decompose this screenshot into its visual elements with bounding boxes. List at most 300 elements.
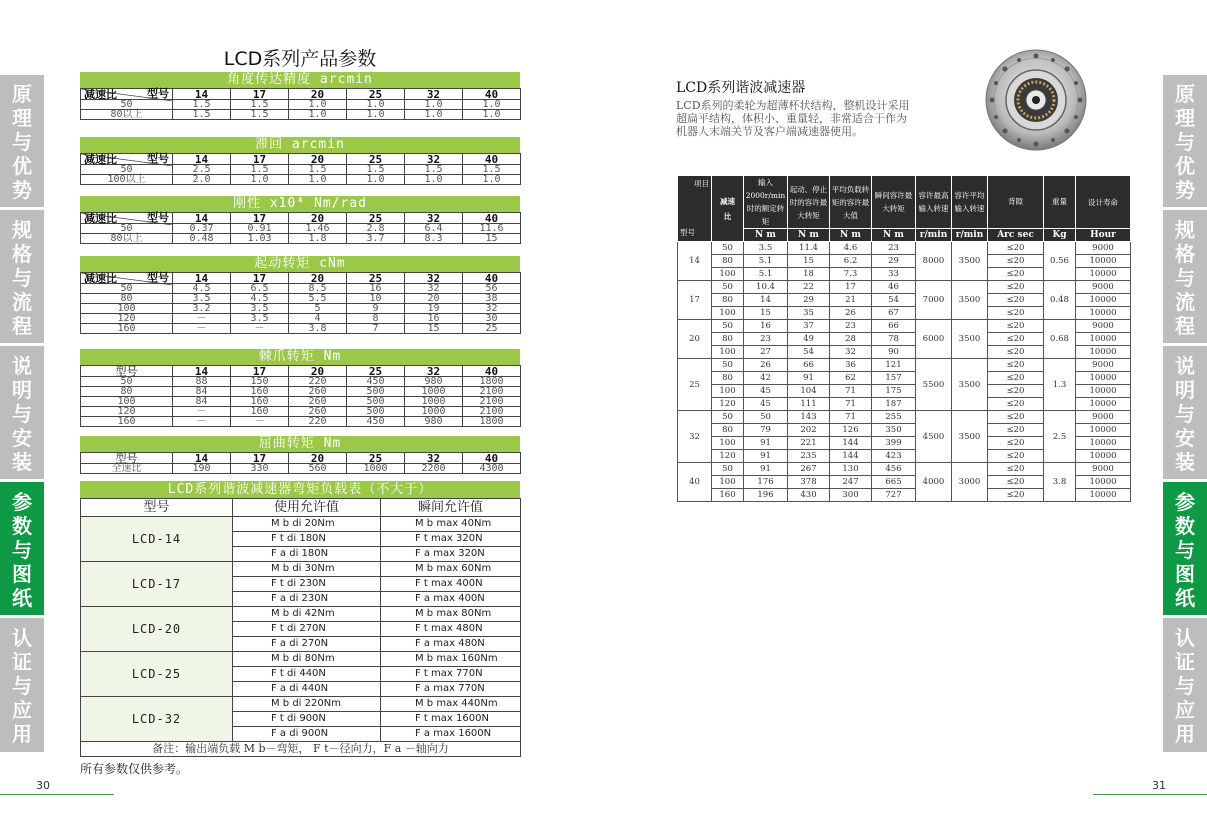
moment-note: 备注：输出端负载 M b－弯矩， F t－径向力，F a －轴向力 xyxy=(81,742,521,757)
spec-cell: 27 xyxy=(744,346,788,359)
spec-cell: 45 xyxy=(744,385,788,398)
param-cell: 1.5 xyxy=(231,110,289,120)
param-cell: 8.3 xyxy=(405,234,463,244)
param-cell: 16 xyxy=(405,314,463,324)
model-header: 25 xyxy=(347,273,405,284)
use-value: F t di 440N xyxy=(233,667,381,682)
use-value: F a di 440N xyxy=(233,682,381,697)
desc-line: 超扁平结构，体积小、重量轻，非常适合于作为 xyxy=(676,112,907,125)
param-cell: － xyxy=(173,324,231,334)
side-tab-install-right[interactable]: 说明与安装 xyxy=(1163,346,1207,479)
spec-cell: 54 xyxy=(788,346,830,359)
spec-cell: 46 xyxy=(872,281,916,294)
param-cell: 1.5 xyxy=(289,165,347,175)
param-cell: 1.5 xyxy=(231,165,289,175)
model-header: 20 xyxy=(289,453,347,464)
model-header: 17 xyxy=(231,366,289,377)
param-cell: 2.0 xyxy=(173,175,231,185)
spec-backlash: ≤20 xyxy=(988,411,1044,424)
spec-cell: 91 xyxy=(744,463,788,476)
model-header: 20 xyxy=(289,154,347,165)
spec-cell: 80 xyxy=(712,372,744,385)
avg-load-torque-header: 平均负载转矩的容许最大值 xyxy=(830,176,872,229)
spec-cell: 29 xyxy=(788,294,830,307)
model-header: 17 xyxy=(231,453,289,464)
spec-backlash: ≤20 xyxy=(988,294,1044,307)
param-cell: 2.8 xyxy=(347,224,405,234)
spec-backlash: ≤20 xyxy=(988,281,1044,294)
ratio-label: 减速比 xyxy=(84,272,117,285)
spec-cell: 18 xyxy=(788,268,830,281)
param-cell: 1.0 xyxy=(405,110,463,120)
spec-life: 10000 xyxy=(1076,385,1131,398)
spec-backlash: ≤20 xyxy=(988,242,1044,255)
spec-row xyxy=(678,320,1131,333)
param-cell: 84 xyxy=(173,397,231,407)
unit-cell: N m xyxy=(788,229,830,242)
param-cell: 500 xyxy=(347,397,405,407)
spec-cell: 157 xyxy=(872,372,916,385)
use-value: F t di 270N xyxy=(233,622,381,637)
param-row xyxy=(81,175,521,185)
spec-cell: 21 xyxy=(830,294,872,307)
param-cell: 120 xyxy=(81,407,173,417)
avg-speed-header: 容许平均输入转速 xyxy=(952,176,988,229)
param-cell: 220 xyxy=(289,417,347,427)
instant-value: F t max 320N xyxy=(381,532,521,547)
spec-cell: 120 xyxy=(712,398,744,411)
param-cell: 2100 xyxy=(463,407,521,417)
param-cell: 15 xyxy=(405,324,463,334)
spec-cell: 665 xyxy=(872,476,916,489)
use-value: F a di 180N xyxy=(233,547,381,562)
param-table xyxy=(80,212,521,244)
moment-note-row xyxy=(81,742,521,757)
product-title: LCD系列谐波减速器 xyxy=(676,80,806,96)
param-row xyxy=(81,304,521,314)
spec-cell: 22 xyxy=(788,281,830,294)
param-row xyxy=(81,407,521,417)
param-cell: 160 xyxy=(231,387,289,397)
param-table-title: 滞回 arcmin xyxy=(80,137,520,153)
ratio-header: 减速比 xyxy=(712,176,744,242)
harmonic-reducer-image xyxy=(984,48,1088,152)
diagonal-header xyxy=(81,213,173,224)
spec-backlash: ≤20 xyxy=(988,255,1044,268)
spec-cell: 187 xyxy=(872,398,916,411)
use-value: F a di 230N xyxy=(233,592,381,607)
param-cell: 3.8 xyxy=(289,324,347,334)
spec-life: 10000 xyxy=(1076,333,1131,346)
model-header: 40 xyxy=(463,273,521,284)
spec-row xyxy=(678,242,1131,255)
unit-cell: N m xyxy=(744,229,788,242)
spec-cell: 23 xyxy=(830,320,872,333)
spec-life: 10000 xyxy=(1076,268,1131,281)
param-table xyxy=(80,153,521,185)
param-cell: 4 xyxy=(289,314,347,324)
spec-cell: 66 xyxy=(788,359,830,372)
spec-cell: 15 xyxy=(788,255,830,268)
param-cell: 50 xyxy=(81,165,173,175)
item-model-header xyxy=(678,176,712,242)
param-cell: 330 xyxy=(231,464,289,474)
param-table-title: 屈曲转矩 Nm xyxy=(80,436,520,452)
instant-value: F t max 770N xyxy=(381,667,521,682)
param-cell: 1.5 xyxy=(347,165,405,175)
param-cell: 1.8 xyxy=(289,234,347,244)
model-label: 型号 xyxy=(147,211,169,224)
param-cell: 10 xyxy=(347,294,405,304)
spec-table xyxy=(677,175,1131,502)
param-cell: － xyxy=(231,417,289,427)
spec-cell: 66 xyxy=(872,320,916,333)
param-row xyxy=(81,387,521,397)
param-cell: 500 xyxy=(347,407,405,417)
spec-cell: 78 xyxy=(872,333,916,346)
param-cell: 1.0 xyxy=(405,100,463,110)
side-tab-cert[interactable]: 认证与应用 xyxy=(0,618,44,752)
model-header: 40 xyxy=(463,154,521,165)
param-row xyxy=(81,417,521,427)
spec-life: 10000 xyxy=(1076,424,1131,437)
spec-cell: 350 xyxy=(872,424,916,437)
spec-cell: 26 xyxy=(830,307,872,320)
spec-backlash: ≤20 xyxy=(988,268,1044,281)
spec-life: 10000 xyxy=(1076,307,1131,320)
param-cell: 4.5 xyxy=(231,294,289,304)
spec-cell: 100 xyxy=(712,307,744,320)
spec-cell: 80 xyxy=(712,255,744,268)
spec-cell: 62 xyxy=(830,372,872,385)
spec-cell: 175 xyxy=(872,385,916,398)
param-cell: 1.0 xyxy=(231,175,289,185)
spec-cell: 100 xyxy=(712,346,744,359)
spec-cell: 15 xyxy=(744,307,788,320)
instant-value: M b max 40Nm xyxy=(381,517,521,532)
model-header: 25 xyxy=(347,89,405,100)
param-row xyxy=(81,294,521,304)
param-cell: 1.46 xyxy=(289,224,347,234)
spec-life: 10000 xyxy=(1076,476,1131,489)
model-header: 20 xyxy=(289,89,347,100)
param-cell: 1800 xyxy=(463,417,521,427)
model-label: 型号 xyxy=(147,87,169,100)
spec-cell: 80 xyxy=(712,424,744,437)
spec-backlash: ≤20 xyxy=(988,450,1044,463)
spec-cell: 50 xyxy=(744,411,788,424)
spec-life: 10000 xyxy=(1076,489,1131,502)
spec-cell: 36 xyxy=(830,359,872,372)
spec-header-row xyxy=(678,176,1131,229)
param-cell: 80以上 xyxy=(81,234,173,244)
instant-value: F a max 770N xyxy=(381,682,521,697)
param-row xyxy=(81,100,521,110)
life-header: 设计寿命 xyxy=(1076,176,1131,229)
use-value: M b di 220Nm xyxy=(233,697,381,712)
spec-cell: 49 xyxy=(788,333,830,346)
model-label: 型号 xyxy=(81,366,173,377)
param-cell: 2.5 xyxy=(173,165,231,175)
spec-cell: 430 xyxy=(788,489,830,502)
moment-model: LCD-20 xyxy=(81,607,233,652)
spec-model: 32 xyxy=(678,411,712,463)
model-label: 型号 xyxy=(680,228,695,237)
rated-torque-header: 输入2000r/min时的额定转矩 xyxy=(744,176,788,229)
spec-life: 10000 xyxy=(1076,398,1131,411)
spec-cell: 50 xyxy=(712,242,744,255)
moment-row xyxy=(81,607,521,622)
side-tab-spec[interactable]: 规格与流程 xyxy=(0,210,44,343)
instant-value: F t max 1600N xyxy=(381,712,521,727)
instant-value: M b max 440Nm xyxy=(381,697,521,712)
param-cell: 160 xyxy=(81,324,173,334)
model-header: 20 xyxy=(289,273,347,284)
instant-value: F a max 320N xyxy=(381,547,521,562)
spec-cell: 300 xyxy=(830,489,872,502)
spec-cell: 71 xyxy=(830,411,872,424)
moment-model: LCD-25 xyxy=(81,652,233,697)
unit-cell: r/min xyxy=(916,229,952,242)
footer-line-right xyxy=(1093,794,1207,795)
ratio-label: 减速比 xyxy=(84,212,117,225)
model-header: 17 xyxy=(231,213,289,224)
spec-life: 9000 xyxy=(1076,359,1131,372)
diagonal-header xyxy=(81,89,173,100)
model-header: 40 xyxy=(463,453,521,464)
ratio-label: 减速比 xyxy=(84,153,117,166)
model-header: 14 xyxy=(173,366,231,377)
col-instant: 瞬间允许值 xyxy=(381,499,521,517)
spec-cell: 100 xyxy=(712,476,744,489)
param-cell: 500 xyxy=(347,387,405,397)
param-cell: 50 xyxy=(81,284,173,294)
param-cell: 3.5 xyxy=(173,294,231,304)
side-tab-params-right[interactable]: 参数与图纸 xyxy=(1163,482,1207,615)
weight-header: 重量 xyxy=(1044,176,1076,229)
spec-cell: 160 xyxy=(712,489,744,502)
spec-cell: 16 xyxy=(744,320,788,333)
side-tab-principle[interactable]: 原理与优势 xyxy=(0,75,44,207)
spec-max-speed: 8000 xyxy=(916,242,952,281)
param-cell: － xyxy=(173,314,231,324)
spec-max-speed: 5500 xyxy=(916,359,952,411)
param-row xyxy=(81,377,521,387)
spec-cell: 11.4 xyxy=(788,242,830,255)
model-header: 40 xyxy=(463,89,521,100)
param-cell: 1.03 xyxy=(231,234,289,244)
param-cell: 1.0 xyxy=(463,175,521,185)
param-cell: 1800 xyxy=(463,377,521,387)
side-tab-cert-right[interactable]: 认证与应用 xyxy=(1163,618,1207,752)
model-label: 型号 xyxy=(147,152,169,165)
spec-cell: 79 xyxy=(744,424,788,437)
spec-row xyxy=(678,281,1131,294)
param-cell: 5 xyxy=(289,304,347,314)
param-cell: 8.5 xyxy=(289,284,347,294)
param-cell: 3.7 xyxy=(347,234,405,244)
moment-row xyxy=(81,517,521,532)
side-tab-principle-right[interactable]: 原理与优势 xyxy=(1163,75,1207,207)
page-title: LCD系列产品参数 xyxy=(223,48,377,70)
spec-cell: 202 xyxy=(788,424,830,437)
param-cell: 8 xyxy=(347,314,405,324)
spec-weight: 1.3 xyxy=(1044,359,1076,411)
use-value: M b di 20Nm xyxy=(233,517,381,532)
spec-cell: 5.1 xyxy=(744,255,788,268)
param-cell: 32 xyxy=(463,304,521,314)
param-table xyxy=(80,88,521,120)
model-header: 14 xyxy=(173,89,231,100)
spec-cell: 144 xyxy=(830,437,872,450)
param-cell: 19 xyxy=(405,304,463,314)
model-header: 25 xyxy=(347,366,405,377)
spec-life: 9000 xyxy=(1076,463,1131,476)
model-header: 32 xyxy=(405,154,463,165)
page-number-right: 31 xyxy=(1152,779,1166,792)
model-label: 型号 xyxy=(147,271,169,284)
param-table xyxy=(80,452,521,474)
param-cell: 32 xyxy=(405,284,463,294)
model-header: 32 xyxy=(405,89,463,100)
param-cell: 30 xyxy=(463,314,521,324)
param-cell: 560 xyxy=(289,464,347,474)
spec-life: 9000 xyxy=(1076,242,1131,255)
param-row xyxy=(81,224,521,234)
spec-cell: 91 xyxy=(744,450,788,463)
param-cell: 80以上 xyxy=(81,110,173,120)
param-table-title: 棘爪转矩 Nm xyxy=(80,349,520,365)
param-cell: 220 xyxy=(289,377,347,387)
param-cell: 100以上 xyxy=(81,175,173,185)
param-cell: 1.0 xyxy=(347,110,405,120)
param-cell: 15 xyxy=(463,234,521,244)
use-value: M b di 42Nm xyxy=(233,607,381,622)
ratio-label: 减速比 xyxy=(84,88,117,101)
param-header-row xyxy=(81,89,521,100)
spec-cell: 144 xyxy=(830,450,872,463)
spec-life: 10000 xyxy=(1076,255,1131,268)
param-cell: 0.91 xyxy=(231,224,289,234)
spec-max-speed: 6000 xyxy=(916,320,952,359)
spec-backlash: ≤20 xyxy=(988,333,1044,346)
spec-backlash: ≤20 xyxy=(988,385,1044,398)
param-header-row xyxy=(81,453,521,464)
param-cell: 160 xyxy=(231,397,289,407)
spec-cell: 221 xyxy=(788,437,830,450)
model-header: 14 xyxy=(173,154,231,165)
moment-header-row xyxy=(81,499,521,517)
spec-life: 9000 xyxy=(1076,281,1131,294)
spec-backlash: ≤20 xyxy=(988,372,1044,385)
param-cell: 100 xyxy=(81,397,173,407)
param-cell: 260 xyxy=(289,407,347,417)
spec-backlash: ≤20 xyxy=(988,424,1044,437)
spec-model: 17 xyxy=(678,281,712,320)
param-header-row xyxy=(81,213,521,224)
instant-value: F a max 480N xyxy=(381,637,521,652)
param-row xyxy=(81,284,521,294)
spec-cell: 176 xyxy=(744,476,788,489)
param-cell: 1.0 xyxy=(289,110,347,120)
side-tab-params[interactable]: 参数与图纸 xyxy=(0,482,44,615)
param-cell: 9 xyxy=(347,304,405,314)
param-cell: 2100 xyxy=(463,397,521,407)
spec-cell: 50 xyxy=(712,411,744,424)
spec-backlash: ≤20 xyxy=(988,320,1044,333)
spec-weight: 0.68 xyxy=(1044,320,1076,359)
param-cell: 1.5 xyxy=(231,100,289,110)
spec-cell: 7.3 xyxy=(830,268,872,281)
model-label: 型号 xyxy=(81,453,173,464)
spec-cell: 35 xyxy=(788,307,830,320)
unit-cell: Arc sec xyxy=(988,229,1044,242)
backlash-header: 背隙 xyxy=(988,176,1044,229)
model-header: 17 xyxy=(231,154,289,165)
moment-row xyxy=(81,652,521,667)
param-cell: 11.6 xyxy=(463,224,521,234)
spec-cell: 54 xyxy=(872,294,916,307)
spec-backlash: ≤20 xyxy=(988,398,1044,411)
page-number-left: 30 xyxy=(36,779,50,792)
spec-avg-speed: 3500 xyxy=(952,411,988,463)
spec-cell: 28 xyxy=(830,333,872,346)
param-cell: 3.5 xyxy=(231,304,289,314)
spec-backlash: ≤20 xyxy=(988,489,1044,502)
spec-backlash: ≤20 xyxy=(988,437,1044,450)
param-row xyxy=(81,165,521,175)
spec-cell: 3.5 xyxy=(744,242,788,255)
spec-cell: 255 xyxy=(872,411,916,424)
model-header: 25 xyxy=(347,213,405,224)
param-cell: 50 xyxy=(81,100,173,110)
model-header: 32 xyxy=(405,366,463,377)
model-header: 20 xyxy=(289,366,347,377)
param-row xyxy=(81,234,521,244)
spec-max-speed: 4500 xyxy=(916,411,952,463)
param-table-title: 刚性 x10⁴ Nm/rad xyxy=(80,196,520,212)
instant-value: M b max 80Nm xyxy=(381,607,521,622)
moment-row xyxy=(81,697,521,712)
model-header: 40 xyxy=(463,213,521,224)
param-cell: 3.2 xyxy=(173,304,231,314)
moment-table-title: LCD系列谐波减速器弯矩负载表（不大于） xyxy=(80,481,520,498)
spec-weight: 0.48 xyxy=(1044,281,1076,320)
use-value: F t di 230N xyxy=(233,577,381,592)
side-tab-spec-right[interactable]: 规格与流程 xyxy=(1163,210,1207,343)
spec-cell: 104 xyxy=(788,385,830,398)
spec-backlash: ≤20 xyxy=(988,307,1044,320)
instant-value: M b max 60Nm xyxy=(381,562,521,577)
unit-cell: N m xyxy=(872,229,916,242)
spec-cell: 111 xyxy=(788,398,830,411)
spec-cell: 80 xyxy=(712,333,744,346)
param-cell: 56 xyxy=(463,284,521,294)
spec-cell: 196 xyxy=(744,489,788,502)
side-tab-install[interactable]: 说明与安装 xyxy=(0,346,44,479)
spec-model: 14 xyxy=(678,242,712,281)
param-cell: 25 xyxy=(463,324,521,334)
use-value: M b di 30Nm xyxy=(233,562,381,577)
spec-model: 25 xyxy=(678,359,712,411)
param-cell: 160 xyxy=(231,407,289,417)
moment-model: LCD-14 xyxy=(81,517,233,562)
desc-line: 机器人末端关节及客户端减速器使用。 xyxy=(676,125,863,138)
param-cell: 1000 xyxy=(405,407,463,417)
spec-cell: 143 xyxy=(788,411,830,424)
param-cell: 6.4 xyxy=(405,224,463,234)
param-cell: 450 xyxy=(347,417,405,427)
